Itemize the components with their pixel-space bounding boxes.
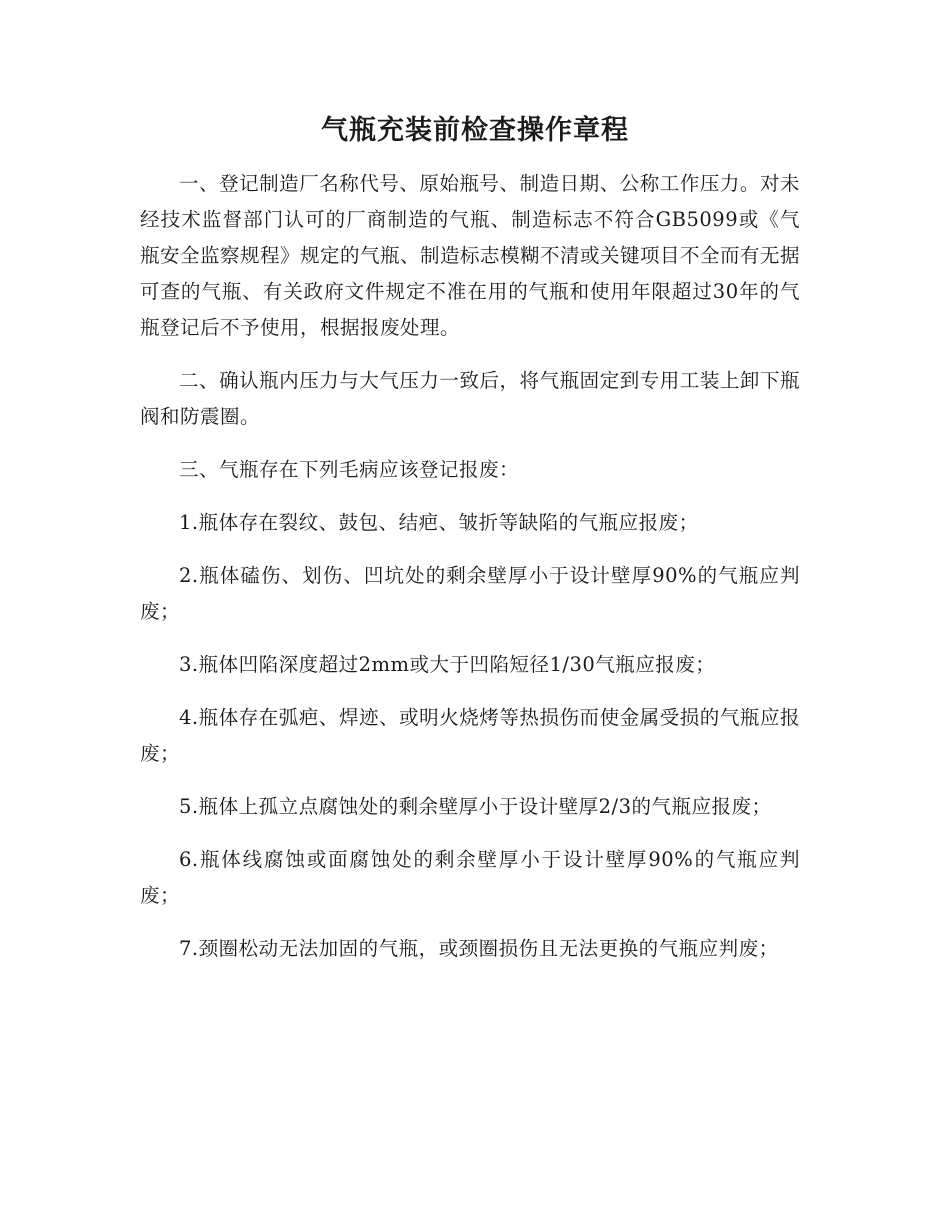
- list-item-2: 2.瓶体磕伤、划伤、凹坑处的剩余壁厚小于设计壁厚90%的气瓶应判废；: [140, 564, 800, 623]
- paragraph-registration: 一、登记制造厂名称代号、原始瓶号、制造日期、公称工作压力。对未经技术监督部门认可的厂商制造的气瓶、制造标志不符合GB5099或《气瓶安全监察规程》规定的气瓶、制造标志模糊不清或关键项目不全而有无据可查的气瓶、有关政府文件规定不准在用的气瓶和使用年限超过30年的气瓶登记后不予使用，根据报废处理。: [140, 172, 801, 339]
- list-item-1: 1.瓶体存在裂纹、鼓包、结疤、皱折等缺陷的气瓶应报废；: [179, 511, 699, 534]
- list-item-3: 3.瓶体凹陷深度超过2mm或大于凹陷短径1/30气瓶应报废；: [179, 653, 716, 676]
- list-item-6: 6.瓶体线腐蚀或面腐蚀处的剩余壁厚小于设计壁厚90%的气瓶应判废；: [140, 848, 800, 907]
- document-body: [140, 166, 800, 984]
- paragraph-pressure-check: 二、确认瓶内压力与大气压力一致后，将气瓶固定到专用工装上卸下瓶阀和防震圈。: [140, 369, 800, 428]
- list-item-5: 5.瓶体上孤立点腐蚀处的剩余壁厚小于设计壁厚2/3的气瓶应报废；: [179, 795, 772, 818]
- list-item-4: 4.瓶体存在弧疤、焊迹、或明火烧烤等热损伤而使金属受损的气瓶应报废；: [140, 706, 800, 765]
- list-item-7: 7.颈圈松动无法加固的气瓶，或颈圈损伤且无法更换的气瓶应判废；: [179, 937, 779, 960]
- paragraph-scrap-conditions: 三、气瓶存在下列毛病应该登记报废：: [179, 458, 520, 481]
- document-title: 气瓶充装前检查操作章程: [321, 115, 629, 146]
